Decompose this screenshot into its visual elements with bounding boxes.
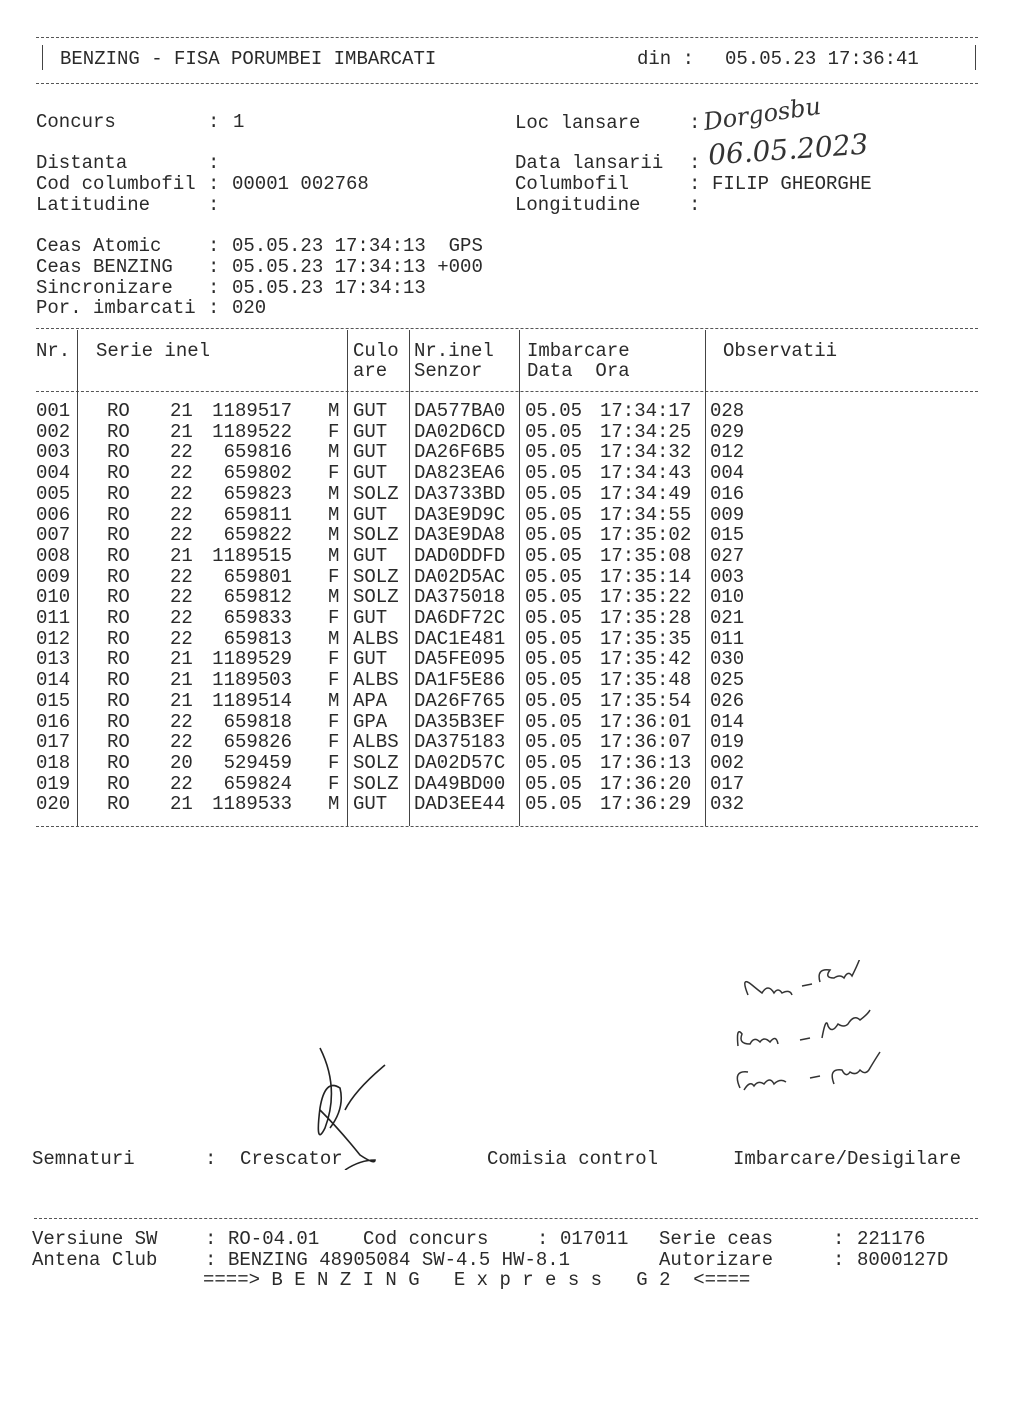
footer-rule	[34, 1218, 978, 1219]
color: GUT	[353, 793, 388, 816]
observatii: 016	[710, 482, 745, 505]
colon: :	[689, 152, 701, 174]
sex: M	[328, 503, 340, 526]
table-top-rule	[36, 328, 978, 329]
header-observatii: Observatii	[723, 340, 838, 362]
versiune-sw-value: RO-04.01	[228, 1228, 320, 1250]
boarding-time: 17:36:13	[600, 751, 692, 774]
color: GPA	[353, 710, 388, 733]
ring-country: RO	[107, 565, 130, 588]
ring-country: RO	[107, 627, 130, 650]
ring-number: 659818	[223, 710, 292, 733]
boarding-time: 17:35:22	[600, 586, 692, 609]
sensor-id: DA823EA6	[414, 462, 506, 485]
ring-number: 529459	[223, 751, 292, 774]
colon: :	[208, 277, 220, 299]
antena-club-value: BENZING 48905084 SW-4.5 HW-8.1	[228, 1249, 571, 1271]
color: GUT	[353, 400, 388, 422]
boarding-time: 17:36:07	[600, 731, 692, 754]
table-header-rule	[36, 391, 978, 392]
boarding-date: 05.05	[525, 420, 583, 443]
table-row	[0, 712, 1024, 733]
boarding-date: 05.05	[525, 462, 583, 485]
sex: M	[328, 482, 340, 505]
observatii: 028	[710, 400, 745, 422]
versiune-sw-label: Versiune SW	[32, 1228, 158, 1250]
header-left-border	[42, 45, 43, 70]
serie-ceas-value: 221176	[857, 1228, 926, 1250]
boarding-time: 17:35:28	[600, 607, 692, 629]
ring-number: 659816	[223, 441, 292, 464]
table-row	[0, 401, 1024, 422]
table-row	[0, 546, 1024, 567]
longitudine-label: Longitudine	[515, 194, 641, 216]
ring-country: RO	[107, 441, 130, 464]
sensor-id: DA3733BD	[414, 482, 506, 505]
ring-country: RO	[107, 503, 130, 526]
sex: M	[328, 586, 340, 609]
table-row	[0, 463, 1024, 484]
ring-year: 22	[170, 565, 193, 588]
antena-club-label: Antena Club	[32, 1249, 158, 1271]
row-nr: 011	[36, 607, 71, 629]
sex: M	[328, 793, 340, 816]
ring-year: 21	[170, 648, 193, 671]
row-nr: 009	[36, 565, 71, 588]
row-nr: 017	[36, 731, 71, 754]
row-nr: 018	[36, 751, 71, 774]
colon: :	[208, 297, 220, 319]
document-title: BENZING - FISA PORUMBEI IMBARCATI	[60, 48, 437, 70]
ring-year: 22	[170, 607, 193, 629]
row-nr: 015	[36, 689, 71, 712]
boarding-time: 17:35:08	[600, 544, 692, 567]
boarding-date: 05.05	[525, 710, 583, 733]
table-row	[0, 649, 1024, 670]
benzing-banner: ====> B E N Z I N G E x p r e s s G 2 <====	[203, 1269, 751, 1291]
color: SOLZ	[353, 524, 399, 547]
boarding-date: 05.05	[525, 793, 583, 816]
ring-country: RO	[107, 607, 130, 629]
colon: :	[205, 1249, 217, 1271]
concurs-label: Concurs	[36, 111, 116, 133]
ring-country: RO	[107, 420, 130, 443]
ring-year: 22	[170, 462, 193, 485]
color: ALBS	[353, 731, 399, 754]
row-nr: 005	[36, 482, 71, 505]
header-data-ora: Data Ora	[527, 360, 630, 382]
concurs-value: 1	[233, 111, 245, 133]
columbofil-value: FILIP GHEORGHE	[712, 173, 872, 195]
ring-country: RO	[107, 751, 130, 774]
colon: :	[208, 152, 220, 174]
sensor-id: DAD3EE44	[414, 793, 506, 816]
ring-country: RO	[107, 689, 130, 712]
ceas-atomic-label: Ceas Atomic	[36, 235, 162, 257]
ring-number: 1189514	[212, 689, 292, 712]
ceas-benzing-value: 05.05.23 17:34:13 +000	[232, 256, 483, 278]
sex: M	[328, 689, 340, 712]
imbarcare-desigilare-label: Imbarcare/Desigilare	[733, 1148, 962, 1170]
row-nr: 004	[36, 462, 71, 485]
row-nr: 019	[36, 772, 71, 795]
sensor-id: DA35B3EF	[414, 710, 506, 733]
sex: F	[328, 420, 340, 443]
observatii: 021	[710, 607, 745, 629]
boarding-date: 05.05	[525, 441, 583, 464]
row-nr: 001	[36, 400, 71, 422]
por-imbarcati-value: 020	[232, 297, 267, 319]
sensor-id: DA577BA0	[414, 400, 506, 422]
cod-columbofil-value: 00001 002768	[232, 173, 369, 195]
observatii: 011	[710, 627, 745, 650]
ring-number: 1189517	[212, 400, 292, 422]
sensor-id: DA02D57C	[414, 751, 506, 774]
ring-country: RO	[107, 524, 130, 547]
table-bottom-rule	[36, 826, 978, 827]
ring-number: 1189503	[212, 669, 292, 692]
row-nr: 014	[36, 669, 71, 692]
boarding-date: 05.05	[525, 586, 583, 609]
boarding-date: 05.05	[525, 648, 583, 671]
observatii: 019	[710, 731, 745, 754]
sex: F	[328, 731, 340, 754]
colon: :	[689, 173, 701, 195]
ring-year: 21	[170, 420, 193, 443]
data-lansarii-label: Data lansarii	[515, 152, 664, 174]
ring-country: RO	[107, 544, 130, 567]
header-right-border	[975, 45, 976, 70]
table-row	[0, 567, 1024, 588]
ring-year: 22	[170, 482, 193, 505]
sex: M	[328, 441, 340, 464]
row-nr: 010	[36, 586, 71, 609]
table-row	[0, 484, 1024, 505]
boarding-time: 17:34:25	[600, 420, 692, 443]
boarding-date: 05.05	[525, 400, 583, 422]
ring-number: 659824	[223, 772, 292, 795]
cod-concurs-label: Cod concurs	[363, 1228, 489, 1250]
color: GUT	[353, 441, 388, 464]
color: GUT	[353, 420, 388, 443]
row-nr: 008	[36, 544, 71, 567]
table-row	[0, 505, 1024, 526]
sensor-id: DAD0DDFD	[414, 544, 506, 567]
ring-year: 21	[170, 689, 193, 712]
ring-number: 659801	[223, 565, 292, 588]
sex: F	[328, 648, 340, 671]
sex: F	[328, 772, 340, 795]
semnaturi-label: Semnaturi	[32, 1148, 135, 1170]
observatii: 002	[710, 751, 745, 774]
row-nr: 012	[36, 627, 71, 650]
sensor-id: DA1F5E86	[414, 669, 506, 692]
colon: :	[208, 173, 220, 195]
row-nr: 013	[36, 648, 71, 671]
table-row	[0, 629, 1024, 650]
color: APA	[353, 689, 388, 712]
boarding-date: 05.05	[525, 669, 583, 692]
sex: M	[328, 524, 340, 547]
ring-number: 1189533	[212, 793, 292, 816]
cod-concurs-value: 017011	[560, 1228, 629, 1250]
autorizare-label: Autorizare	[659, 1249, 774, 1271]
latitudine-label: Latitudine	[36, 194, 151, 216]
table-row	[0, 753, 1024, 774]
din-value: 05.05.23 17:36:41	[725, 48, 919, 70]
ring-year: 22	[170, 524, 193, 547]
color: GUT	[353, 607, 388, 629]
table-row	[0, 525, 1024, 546]
ring-number: 659813	[223, 627, 292, 650]
header-nr-inel: Nr.inel	[414, 340, 494, 362]
data-lansarii-handwritten: 06.05.2023	[707, 127, 870, 172]
colon: :	[833, 1228, 845, 1250]
sensor-id: DA26F6B5	[414, 441, 506, 464]
color: ALBS	[353, 669, 399, 692]
handwritten-commission-names	[730, 960, 970, 1110]
boarding-time: 17:35:42	[600, 648, 692, 671]
colon: :	[689, 112, 701, 134]
header-serie-inel: Serie inel	[96, 340, 211, 362]
sensor-id: DA02D5AC	[414, 565, 506, 588]
observatii: 015	[710, 524, 745, 547]
boarding-time: 17:35:48	[600, 669, 692, 692]
ring-country: RO	[107, 648, 130, 671]
row-nr: 003	[36, 441, 71, 464]
boarding-time: 17:34:17	[600, 400, 692, 422]
color: GUT	[353, 503, 388, 526]
boarding-date: 05.05	[525, 689, 583, 712]
row-nr: 007	[36, 524, 71, 547]
color: SOLZ	[353, 482, 399, 505]
colon: :	[833, 1249, 845, 1271]
sensor-id: DA49BD00	[414, 772, 506, 795]
comisia-control-label: Comisia control	[487, 1148, 659, 1170]
boarding-time: 17:34:49	[600, 482, 692, 505]
colon: :	[208, 111, 220, 133]
ring-number: 659823	[223, 482, 292, 505]
observatii: 004	[710, 462, 745, 485]
observatii: 025	[710, 669, 745, 692]
ring-country: RO	[107, 586, 130, 609]
ring-country: RO	[107, 400, 130, 422]
boarding-date: 05.05	[525, 627, 583, 650]
table-row	[0, 422, 1024, 443]
ring-country: RO	[107, 482, 130, 505]
boarding-date: 05.05	[525, 524, 583, 547]
row-nr: 002	[36, 420, 71, 443]
sincronizare-value: 05.05.23 17:34:13	[232, 277, 426, 299]
autorizare-value: 8000127D	[857, 1249, 949, 1271]
ring-year: 21	[170, 669, 193, 692]
ring-year: 21	[170, 793, 193, 816]
sex: F	[328, 565, 340, 588]
boarding-time: 17:35:35	[600, 627, 692, 650]
header-culoare-2: are	[353, 360, 388, 382]
boarding-time: 17:36:29	[600, 793, 692, 816]
ring-number: 1189515	[212, 544, 292, 567]
sensor-id: DAC1E481	[414, 627, 506, 650]
table-row	[0, 670, 1024, 691]
ring-number: 659826	[223, 731, 292, 754]
ceas-benzing-label: Ceas BENZING	[36, 256, 173, 278]
colon: :	[208, 256, 220, 278]
ring-country: RO	[107, 772, 130, 795]
sensor-id: DA3E9D9C	[414, 503, 506, 526]
colon: :	[208, 194, 220, 216]
ring-country: RO	[107, 731, 130, 754]
serie-ceas-label: Serie ceas	[659, 1228, 774, 1250]
sex: F	[328, 751, 340, 774]
ring-year: 20	[170, 751, 193, 774]
sex: F	[328, 462, 340, 485]
observatii: 030	[710, 648, 745, 671]
header-nr: Nr.	[36, 340, 71, 362]
header-bottom-rule	[36, 83, 978, 84]
ring-year: 22	[170, 731, 193, 754]
ring-number: 659822	[223, 524, 292, 547]
sex: F	[328, 607, 340, 629]
ring-country: RO	[107, 669, 130, 692]
sex: M	[328, 400, 340, 422]
observatii: 026	[710, 689, 745, 712]
ring-number: 659802	[223, 462, 292, 485]
colon: :	[205, 1148, 217, 1170]
colon: :	[208, 235, 220, 257]
boarding-time: 17:34:32	[600, 441, 692, 464]
colon: :	[537, 1228, 549, 1250]
ring-year: 22	[170, 441, 193, 464]
observatii: 032	[710, 793, 745, 816]
observatii: 029	[710, 420, 745, 443]
loc-lansare-handwritten: Dorgosbu	[701, 91, 823, 137]
observatii: 017	[710, 772, 745, 795]
boarding-date: 05.05	[525, 731, 583, 754]
boarding-time: 17:35:02	[600, 524, 692, 547]
ring-number: 659833	[223, 607, 292, 629]
ring-number: 1189529	[212, 648, 292, 671]
observatii: 014	[710, 710, 745, 733]
ring-number: 659811	[223, 503, 292, 526]
boarding-time: 17:36:01	[600, 710, 692, 733]
boarding-date: 05.05	[525, 544, 583, 567]
por-imbarcati-label: Por. imbarcati	[36, 297, 196, 319]
color: SOLZ	[353, 772, 399, 795]
color: SOLZ	[353, 565, 399, 588]
sex: F	[328, 710, 340, 733]
sensor-id: DA3E9DA8	[414, 524, 506, 547]
ring-country: RO	[107, 710, 130, 733]
color: ALBS	[353, 627, 399, 650]
colon: :	[689, 194, 701, 216]
sensor-id: DA02D6CD	[414, 420, 506, 443]
loc-lansare-label: Loc lansare	[515, 112, 641, 134]
din-label: din :	[637, 48, 695, 70]
boarding-date: 05.05	[525, 772, 583, 795]
sensor-id: DA375183	[414, 731, 506, 754]
color: GUT	[353, 544, 388, 567]
table-row	[0, 732, 1024, 753]
table-row	[0, 774, 1024, 795]
boarding-date: 05.05	[525, 751, 583, 774]
ring-year: 22	[170, 710, 193, 733]
colon: :	[205, 1228, 217, 1250]
boarding-date: 05.05	[525, 565, 583, 588]
cod-columbofil-label: Cod columbofil	[36, 173, 196, 195]
boarding-time: 17:36:20	[600, 772, 692, 795]
ring-year: 21	[170, 400, 193, 422]
ring-year: 22	[170, 586, 193, 609]
sensor-id: DA5FE095	[414, 648, 506, 671]
ring-country: RO	[107, 793, 130, 816]
ceas-atomic-value: 05.05.23 17:34:13 GPS	[232, 235, 483, 257]
row-nr: 020	[36, 793, 71, 816]
sensor-id: DA6DF72C	[414, 607, 506, 629]
sex: M	[328, 627, 340, 650]
distanta-label: Distanta	[36, 152, 128, 174]
observatii: 003	[710, 565, 745, 588]
observatii: 009	[710, 503, 745, 526]
color: GUT	[353, 648, 388, 671]
header-senzor: Senzor	[414, 360, 483, 382]
ring-year: 22	[170, 772, 193, 795]
ring-year: 21	[170, 544, 193, 567]
boarding-date: 05.05	[525, 503, 583, 526]
boarding-time: 17:34:55	[600, 503, 692, 526]
ring-year: 22	[170, 627, 193, 650]
sensor-id: DA26F765	[414, 689, 506, 712]
sex: M	[328, 544, 340, 567]
observatii: 012	[710, 441, 745, 464]
table-row	[0, 608, 1024, 629]
ring-number: 1189522	[212, 420, 292, 443]
header-culoare-1: Culo	[353, 340, 399, 362]
ring-year: 22	[170, 503, 193, 526]
sincronizare-label: Sincronizare	[36, 277, 173, 299]
boarding-time: 17:34:43	[600, 462, 692, 485]
color: SOLZ	[353, 751, 399, 774]
observatii: 010	[710, 586, 745, 609]
boarding-time: 17:35:14	[600, 565, 692, 588]
row-nr: 006	[36, 503, 71, 526]
boarding-time: 17:35:54	[600, 689, 692, 712]
header-top-rule	[36, 37, 978, 38]
boarding-date: 05.05	[525, 607, 583, 629]
columbofil-label: Columbofil	[515, 173, 630, 195]
crescator-label: Crescator	[240, 1148, 343, 1170]
color: GUT	[353, 462, 388, 485]
ring-country: RO	[107, 462, 130, 485]
header-imbarcare: Imbarcare	[527, 340, 630, 362]
boarding-date: 05.05	[525, 482, 583, 505]
sensor-id: DA375018	[414, 586, 506, 609]
row-nr: 016	[36, 710, 71, 733]
table-row	[0, 442, 1024, 463]
observatii: 027	[710, 544, 745, 567]
color: SOLZ	[353, 586, 399, 609]
table-row	[0, 691, 1024, 712]
table-row	[0, 587, 1024, 608]
table-row	[0, 794, 1024, 815]
sex: F	[328, 669, 340, 692]
ring-number: 659812	[223, 586, 292, 609]
